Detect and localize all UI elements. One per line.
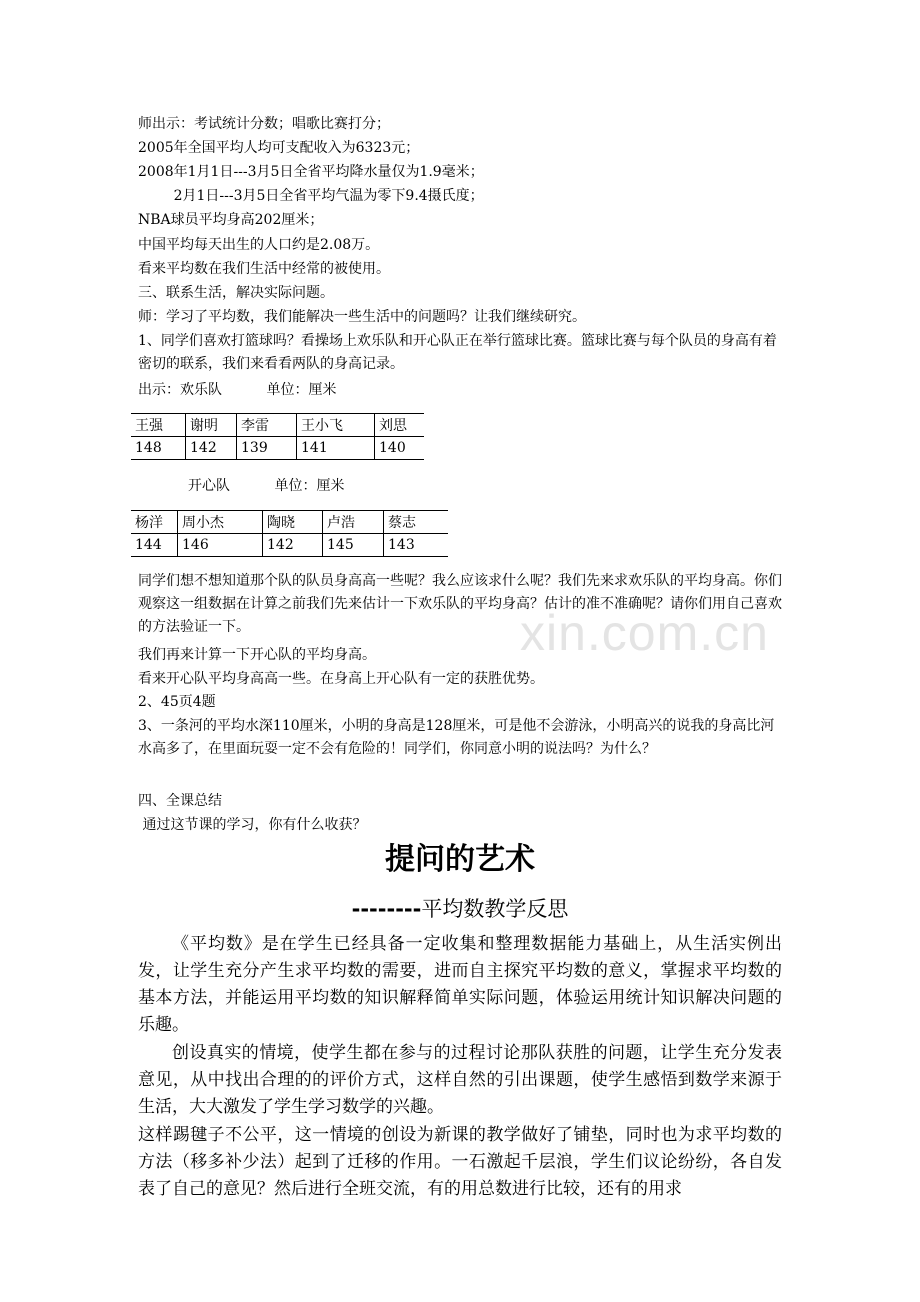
table-cell: 142 — [263, 534, 323, 557]
summary-question: 通过这节课的学习，你有什么收获？ — [138, 817, 367, 833]
lesson-line-1: 师出示：考试统计分数；唱歌比赛打分； — [138, 116, 390, 132]
reflection-title: 提问的艺术 — [385, 842, 535, 877]
table-cell: 王小飞 — [297, 414, 375, 437]
table-cell: 李雷 — [237, 414, 297, 437]
table-row — [131, 534, 448, 557]
table-cell: 刘思 — [375, 414, 425, 437]
reflection-paragraph-1: 《平均数》是在学生已经具备一定收集和整理数据能力基础上，从生活实例出发，让学生充分产生求平均数的需要，进而自主探究平均数的意义，掌握求平均数的基本方法，并能运用平均数的知识解释简单实际问题，体验运用统计知识解决问题的乐趣。 — [138, 934, 782, 1035]
advantage-line: 看来开心队平均身高高一些。在身高上开心队有一定的获胜优势。 — [138, 671, 544, 687]
table-row — [131, 414, 424, 437]
table-cell: 王强 — [131, 414, 186, 437]
table-cell: 145 — [323, 534, 384, 557]
after-tables-paragraph: 同学们想不想知道那个队的队员身高高一些呢？我么应该求什么呢？我们先来求欢乐队的平均身高。你们观察这一组数据在计算之前我们先来估计一下欢乐队的平均身高？估计的准不准确呢？请你们用自己喜欢的方法验证一下。 — [138, 573, 782, 635]
kaixin-calc-line: 我们再来计算一下开心队的平均身高。 — [138, 647, 376, 663]
lesson-line-5: NBA球员平均身高202厘米； — [138, 212, 324, 228]
lesson-line-4: 2月1日---3月5日全省平均气温为零下9.4摄氏度； — [138, 188, 484, 204]
subtitle-dashes: -------- — [351, 897, 422, 921]
table-cell: 陶晓 — [263, 511, 323, 534]
table-cell: 146 — [178, 534, 263, 557]
table-cell: 139 — [237, 437, 297, 460]
subtitle-text: 平均数教学反思 — [421, 897, 569, 921]
reflection-subtitle — [0, 893, 920, 925]
table-cell: 142 — [186, 437, 237, 460]
table-cell: 杨洋 — [131, 511, 178, 534]
watermark: xin.com.cn — [520, 605, 769, 661]
table1-caption: 出示：欢乐队 单位：厘米 — [138, 382, 337, 398]
table-cell: 148 — [131, 437, 186, 460]
river-problem: 3、一条河的平均水深110厘米，小明的身高是128厘米，可是他不会游泳，小明高兴的说我的身高比河水高多了，在里面玩耍一定不会有危险的！同学们，你同意小明的说法吗？为什么？ — [138, 718, 775, 757]
basketball-intro: 1、同学们喜欢打篮球吗？看操场上欢乐队和开心队正在举行篮球比赛。篮球比赛与每个队员的身高有着密切的联系，我们来看看两队的身高记录。 — [138, 333, 777, 372]
section-heading-3: 三、联系生活，解决实际问题。 — [138, 285, 334, 301]
table-cell: 140 — [375, 437, 425, 460]
exercise-line: 2、45页4题 — [138, 694, 216, 710]
lesson-line-7: 看来平均数在我们生活中经常的被使用。 — [138, 261, 390, 277]
table-cell: 谢明 — [186, 414, 237, 437]
table-cell: 周小杰 — [178, 511, 263, 534]
table-cell: 143 — [384, 534, 449, 557]
lesson-line-3: 2008年1月1日---3月5日全省平均降水量仅为1.9毫米； — [138, 164, 484, 180]
table2-caption: 开心队 单位：厘米 — [188, 478, 345, 494]
table-cell: 卢浩 — [323, 511, 384, 534]
table-cell: 141 — [297, 437, 375, 460]
table-row — [131, 511, 448, 534]
section-heading-4: 四、全课总结 — [138, 793, 222, 809]
huanle-team-height-table — [131, 413, 424, 460]
lesson-line-2: 2005年全国平均人均可支配收入为6323元； — [138, 140, 420, 156]
lesson-line-9: 师：学习了平均数，我们能解决一些生活中的问题吗？让我们继续研究。 — [138, 309, 586, 325]
reflection-paragraph-2: 创设真实的情境，使学生都在参与的过程讨论那队获胜的问题，让学生充分发表意见，从中找出合理的的评价方式，这样自然的引出课题，使学生感悟到数学来源于生活，大大激发了学生学习数学的兴趣。 — [138, 1043, 782, 1117]
kaixin-team-height-table — [131, 510, 448, 557]
table-cell: 144 — [131, 534, 178, 557]
table-cell: 蔡志 — [384, 511, 449, 534]
table-row — [131, 437, 424, 460]
lesson-line-6: 中国平均每天出生的人口约是2.08万。 — [138, 237, 380, 253]
reflection-paragraph-3: 这样踢毽子不公平，这一情境的创设为新课的教学做好了铺垫，同时也为求平均数的方法（移多补少法）起到了迁移的作用。一石激起千层浪，学生们议论纷纷，各自发表了自己的意见？然后进行全班交流，有的用总数进行比较，还有的用求 — [138, 1125, 782, 1199]
